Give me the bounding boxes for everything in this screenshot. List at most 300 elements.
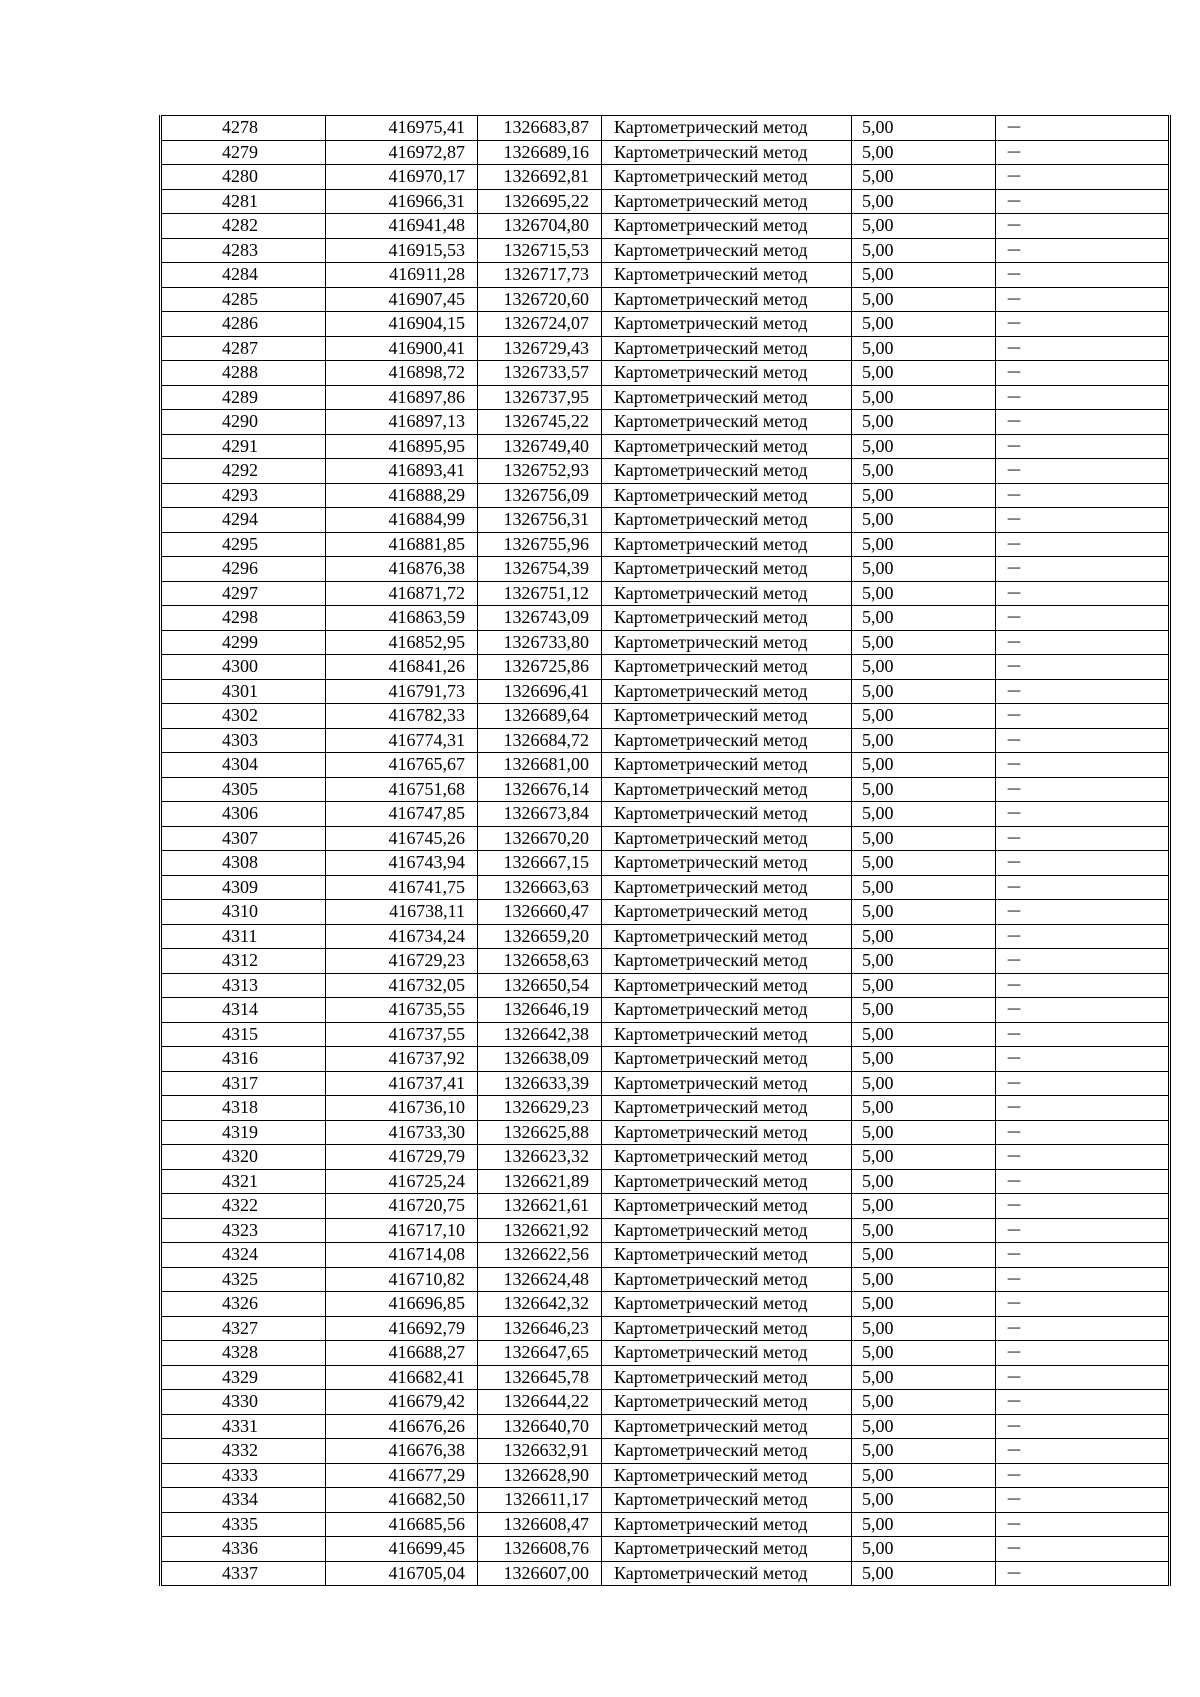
x-coordinate-cell: 416893,41 bbox=[326, 459, 478, 484]
x-coordinate-cell: 416720,75 bbox=[326, 1194, 478, 1219]
point-number-cell: 4308 bbox=[161, 851, 326, 876]
table-row bbox=[161, 1292, 1170, 1317]
y-coordinate-cell: 1326745,22 bbox=[478, 410, 602, 435]
table-row bbox=[161, 1561, 1170, 1586]
accuracy-cell: 5,00 bbox=[852, 189, 996, 214]
description-cell: — bbox=[996, 336, 1170, 361]
x-coordinate-cell: 416743,94 bbox=[326, 851, 478, 876]
x-coordinate-cell: 416765,67 bbox=[326, 753, 478, 778]
point-number-cell: 4283 bbox=[161, 238, 326, 263]
method-cell: Картометрический метод bbox=[602, 704, 852, 729]
point-number-cell: 4330 bbox=[161, 1390, 326, 1415]
method-cell: Картометрический метод bbox=[602, 532, 852, 557]
table-row bbox=[161, 973, 1170, 998]
accuracy-cell: 5,00 bbox=[852, 728, 996, 753]
description-cell: — bbox=[996, 606, 1170, 631]
method-cell: Картометрический метод bbox=[602, 459, 852, 484]
y-coordinate-cell: 1326704,80 bbox=[478, 214, 602, 239]
description-cell: — bbox=[996, 875, 1170, 900]
y-coordinate-cell: 1326673,84 bbox=[478, 802, 602, 827]
description-cell: — bbox=[996, 116, 1170, 141]
y-coordinate-cell: 1326628,90 bbox=[478, 1463, 602, 1488]
y-coordinate-cell: 1326751,12 bbox=[478, 581, 602, 606]
x-coordinate-cell: 416733,30 bbox=[326, 1120, 478, 1145]
point-number-cell: 4303 bbox=[161, 728, 326, 753]
x-coordinate-cell: 416735,55 bbox=[326, 998, 478, 1023]
method-cell: Картометрический метод bbox=[602, 777, 852, 802]
x-coordinate-cell: 416863,59 bbox=[326, 606, 478, 631]
accuracy-cell: 5,00 bbox=[852, 532, 996, 557]
description-cell: — bbox=[996, 1390, 1170, 1415]
point-number-cell: 4301 bbox=[161, 679, 326, 704]
point-number-cell: 4332 bbox=[161, 1439, 326, 1464]
description-cell: — bbox=[996, 287, 1170, 312]
accuracy-cell: 5,00 bbox=[852, 630, 996, 655]
point-number-cell: 4313 bbox=[161, 973, 326, 998]
accuracy-cell: 5,00 bbox=[852, 483, 996, 508]
x-coordinate-cell: 416714,08 bbox=[326, 1243, 478, 1268]
accuracy-cell: 5,00 bbox=[852, 802, 996, 827]
accuracy-cell: 5,00 bbox=[852, 1488, 996, 1513]
y-coordinate-cell: 1326621,92 bbox=[478, 1218, 602, 1243]
x-coordinate-cell: 416897,86 bbox=[326, 385, 478, 410]
description-cell: — bbox=[996, 1047, 1170, 1072]
method-cell: Картометрический метод bbox=[602, 949, 852, 974]
method-cell: Картометрический метод bbox=[602, 116, 852, 141]
table-row bbox=[161, 1169, 1170, 1194]
method-cell: Картометрический метод bbox=[602, 557, 852, 582]
x-coordinate-cell: 416911,28 bbox=[326, 263, 478, 288]
accuracy-cell: 5,00 bbox=[852, 434, 996, 459]
table-row bbox=[161, 1218, 1170, 1243]
method-cell: Картометрический метод bbox=[602, 287, 852, 312]
point-number-cell: 4278 bbox=[161, 116, 326, 141]
y-coordinate-cell: 1326622,56 bbox=[478, 1243, 602, 1268]
accuracy-cell: 5,00 bbox=[852, 459, 996, 484]
point-number-cell: 4298 bbox=[161, 606, 326, 631]
method-cell: Картометрический метод bbox=[602, 1390, 852, 1415]
point-number-cell: 4336 bbox=[161, 1537, 326, 1562]
point-number-cell: 4325 bbox=[161, 1267, 326, 1292]
description-cell: — bbox=[996, 1243, 1170, 1268]
accuracy-cell: 5,00 bbox=[852, 1512, 996, 1537]
y-coordinate-cell: 1326646,19 bbox=[478, 998, 602, 1023]
point-number-cell: 4315 bbox=[161, 1022, 326, 1047]
x-coordinate-cell: 416904,15 bbox=[326, 312, 478, 337]
accuracy-cell: 5,00 bbox=[852, 1537, 996, 1562]
description-cell: — bbox=[996, 532, 1170, 557]
y-coordinate-cell: 1326733,57 bbox=[478, 361, 602, 386]
method-cell: Картометрический метод bbox=[602, 1341, 852, 1366]
table-row bbox=[161, 385, 1170, 410]
x-coordinate-cell: 416734,24 bbox=[326, 924, 478, 949]
y-coordinate-cell: 1326642,38 bbox=[478, 1022, 602, 1047]
point-number-cell: 4326 bbox=[161, 1292, 326, 1317]
x-coordinate-cell: 416729,79 bbox=[326, 1145, 478, 1170]
y-coordinate-cell: 1326660,47 bbox=[478, 900, 602, 925]
coordinates-table bbox=[159, 115, 1171, 1586]
y-coordinate-cell: 1326717,73 bbox=[478, 263, 602, 288]
y-coordinate-cell: 1326647,65 bbox=[478, 1341, 602, 1366]
accuracy-cell: 5,00 bbox=[852, 1267, 996, 1292]
y-coordinate-cell: 1326689,64 bbox=[478, 704, 602, 729]
description-cell: — bbox=[996, 1561, 1170, 1586]
accuracy-cell: 5,00 bbox=[852, 851, 996, 876]
description-cell: — bbox=[996, 630, 1170, 655]
point-number-cell: 4311 bbox=[161, 924, 326, 949]
table-body bbox=[161, 116, 1170, 1586]
accuracy-cell: 5,00 bbox=[852, 1096, 996, 1121]
point-number-cell: 4323 bbox=[161, 1218, 326, 1243]
y-coordinate-cell: 1326681,00 bbox=[478, 753, 602, 778]
table-row bbox=[161, 483, 1170, 508]
table-row bbox=[161, 606, 1170, 631]
description-cell: — bbox=[996, 263, 1170, 288]
table-row bbox=[161, 777, 1170, 802]
method-cell: Картометрический метод bbox=[602, 189, 852, 214]
description-cell: — bbox=[996, 826, 1170, 851]
description-cell: — bbox=[996, 1194, 1170, 1219]
accuracy-cell: 5,00 bbox=[852, 238, 996, 263]
accuracy-cell: 5,00 bbox=[852, 287, 996, 312]
x-coordinate-cell: 416737,92 bbox=[326, 1047, 478, 1072]
x-coordinate-cell: 416900,41 bbox=[326, 336, 478, 361]
method-cell: Картометрический метод bbox=[602, 312, 852, 337]
method-cell: Картометрический метод bbox=[602, 1022, 852, 1047]
method-cell: Картометрический метод bbox=[602, 1096, 852, 1121]
x-coordinate-cell: 416747,85 bbox=[326, 802, 478, 827]
point-number-cell: 4320 bbox=[161, 1145, 326, 1170]
table-row bbox=[161, 581, 1170, 606]
method-cell: Картометрический метод bbox=[602, 1316, 852, 1341]
method-cell: Картометрический метод bbox=[602, 679, 852, 704]
table-row bbox=[161, 630, 1170, 655]
description-cell: — bbox=[996, 238, 1170, 263]
table-row bbox=[161, 998, 1170, 1023]
y-coordinate-cell: 1326692,81 bbox=[478, 165, 602, 190]
y-coordinate-cell: 1326689,16 bbox=[478, 140, 602, 165]
table-row bbox=[161, 655, 1170, 680]
table-row bbox=[161, 1071, 1170, 1096]
table-row bbox=[161, 1194, 1170, 1219]
x-coordinate-cell: 416897,13 bbox=[326, 410, 478, 435]
y-coordinate-cell: 1326720,60 bbox=[478, 287, 602, 312]
x-coordinate-cell: 416682,50 bbox=[326, 1488, 478, 1513]
accuracy-cell: 5,00 bbox=[852, 410, 996, 435]
x-coordinate-cell: 416677,29 bbox=[326, 1463, 478, 1488]
description-cell: — bbox=[996, 753, 1170, 778]
y-coordinate-cell: 1326695,22 bbox=[478, 189, 602, 214]
table-row bbox=[161, 1390, 1170, 1415]
x-coordinate-cell: 416676,38 bbox=[326, 1439, 478, 1464]
accuracy-cell: 5,00 bbox=[852, 1292, 996, 1317]
accuracy-cell: 5,00 bbox=[852, 777, 996, 802]
description-cell: — bbox=[996, 434, 1170, 459]
point-number-cell: 4334 bbox=[161, 1488, 326, 1513]
table-row bbox=[161, 1463, 1170, 1488]
point-number-cell: 4291 bbox=[161, 434, 326, 459]
y-coordinate-cell: 1326621,89 bbox=[478, 1169, 602, 1194]
description-cell: — bbox=[996, 581, 1170, 606]
accuracy-cell: 5,00 bbox=[852, 1047, 996, 1072]
point-number-cell: 4307 bbox=[161, 826, 326, 851]
accuracy-cell: 5,00 bbox=[852, 165, 996, 190]
method-cell: Картометрический метод bbox=[602, 1292, 852, 1317]
point-number-cell: 4286 bbox=[161, 312, 326, 337]
y-coordinate-cell: 1326638,09 bbox=[478, 1047, 602, 1072]
table-row bbox=[161, 1243, 1170, 1268]
description-cell: — bbox=[996, 973, 1170, 998]
method-cell: Картометрический метод bbox=[602, 973, 852, 998]
method-cell: Картометрический метод bbox=[602, 900, 852, 925]
accuracy-cell: 5,00 bbox=[852, 949, 996, 974]
y-coordinate-cell: 1326629,23 bbox=[478, 1096, 602, 1121]
description-cell: — bbox=[996, 410, 1170, 435]
method-cell: Картометрический метод bbox=[602, 1267, 852, 1292]
accuracy-cell: 5,00 bbox=[852, 581, 996, 606]
table-row bbox=[161, 336, 1170, 361]
accuracy-cell: 5,00 bbox=[852, 385, 996, 410]
table-row bbox=[161, 238, 1170, 263]
point-number-cell: 4306 bbox=[161, 802, 326, 827]
y-coordinate-cell: 1326621,61 bbox=[478, 1194, 602, 1219]
y-coordinate-cell: 1326737,95 bbox=[478, 385, 602, 410]
table-row bbox=[161, 214, 1170, 239]
y-coordinate-cell: 1326659,20 bbox=[478, 924, 602, 949]
description-cell: — bbox=[996, 704, 1170, 729]
table-row bbox=[161, 875, 1170, 900]
description-cell: — bbox=[996, 1439, 1170, 1464]
method-cell: Картометрический метод bbox=[602, 410, 852, 435]
point-number-cell: 4318 bbox=[161, 1096, 326, 1121]
point-number-cell: 4279 bbox=[161, 140, 326, 165]
x-coordinate-cell: 416841,26 bbox=[326, 655, 478, 680]
accuracy-cell: 5,00 bbox=[852, 1071, 996, 1096]
x-coordinate-cell: 416696,85 bbox=[326, 1292, 478, 1317]
description-cell: — bbox=[996, 557, 1170, 582]
y-coordinate-cell: 1326608,76 bbox=[478, 1537, 602, 1562]
description-cell: — bbox=[996, 1341, 1170, 1366]
method-cell: Картометрический метод bbox=[602, 263, 852, 288]
x-coordinate-cell: 416791,73 bbox=[326, 679, 478, 704]
y-coordinate-cell: 1326625,88 bbox=[478, 1120, 602, 1145]
accuracy-cell: 5,00 bbox=[852, 508, 996, 533]
accuracy-cell: 5,00 bbox=[852, 140, 996, 165]
table-row bbox=[161, 1512, 1170, 1537]
description-cell: — bbox=[996, 949, 1170, 974]
y-coordinate-cell: 1326754,39 bbox=[478, 557, 602, 582]
y-coordinate-cell: 1326645,78 bbox=[478, 1365, 602, 1390]
description-cell: — bbox=[996, 777, 1170, 802]
x-coordinate-cell: 416881,85 bbox=[326, 532, 478, 557]
method-cell: Картометрический метод bbox=[602, 1463, 852, 1488]
x-coordinate-cell: 416729,23 bbox=[326, 949, 478, 974]
y-coordinate-cell: 1326633,39 bbox=[478, 1071, 602, 1096]
point-number-cell: 4324 bbox=[161, 1243, 326, 1268]
accuracy-cell: 5,00 bbox=[852, 116, 996, 141]
point-number-cell: 4300 bbox=[161, 655, 326, 680]
table-row bbox=[161, 1022, 1170, 1047]
method-cell: Картометрический метод bbox=[602, 826, 852, 851]
point-number-cell: 4322 bbox=[161, 1194, 326, 1219]
x-coordinate-cell: 416688,27 bbox=[326, 1341, 478, 1366]
x-coordinate-cell: 416679,42 bbox=[326, 1390, 478, 1415]
accuracy-cell: 5,00 bbox=[852, 875, 996, 900]
table-row bbox=[161, 1316, 1170, 1341]
accuracy-cell: 5,00 bbox=[852, 1390, 996, 1415]
method-cell: Картометрический метод bbox=[602, 1439, 852, 1464]
x-coordinate-cell: 416682,41 bbox=[326, 1365, 478, 1390]
method-cell: Картометрический метод bbox=[602, 728, 852, 753]
method-cell: Картометрический метод bbox=[602, 508, 852, 533]
accuracy-cell: 5,00 bbox=[852, 1341, 996, 1366]
x-coordinate-cell: 416941,48 bbox=[326, 214, 478, 239]
accuracy-cell: 5,00 bbox=[852, 900, 996, 925]
x-coordinate-cell: 416876,38 bbox=[326, 557, 478, 582]
description-cell: — bbox=[996, 679, 1170, 704]
accuracy-cell: 5,00 bbox=[852, 655, 996, 680]
table-row bbox=[161, 753, 1170, 778]
table-row bbox=[161, 1120, 1170, 1145]
y-coordinate-cell: 1326623,32 bbox=[478, 1145, 602, 1170]
point-number-cell: 4296 bbox=[161, 557, 326, 582]
description-cell: — bbox=[996, 851, 1170, 876]
method-cell: Картометрический метод bbox=[602, 851, 852, 876]
x-coordinate-cell: 416871,72 bbox=[326, 581, 478, 606]
point-number-cell: 4288 bbox=[161, 361, 326, 386]
y-coordinate-cell: 1326684,72 bbox=[478, 728, 602, 753]
y-coordinate-cell: 1326733,80 bbox=[478, 630, 602, 655]
accuracy-cell: 5,00 bbox=[852, 361, 996, 386]
accuracy-cell: 5,00 bbox=[852, 1365, 996, 1390]
point-number-cell: 4328 bbox=[161, 1341, 326, 1366]
method-cell: Картометрический метод bbox=[602, 924, 852, 949]
point-number-cell: 4316 bbox=[161, 1047, 326, 1072]
x-coordinate-cell: 416915,53 bbox=[326, 238, 478, 263]
method-cell: Картометрический метод bbox=[602, 802, 852, 827]
y-coordinate-cell: 1326729,43 bbox=[478, 336, 602, 361]
point-number-cell: 4299 bbox=[161, 630, 326, 655]
accuracy-cell: 5,00 bbox=[852, 1120, 996, 1145]
accuracy-cell: 5,00 bbox=[852, 1463, 996, 1488]
point-number-cell: 4304 bbox=[161, 753, 326, 778]
x-coordinate-cell: 416738,11 bbox=[326, 900, 478, 925]
description-cell: — bbox=[996, 385, 1170, 410]
x-coordinate-cell: 416705,04 bbox=[326, 1561, 478, 1586]
x-coordinate-cell: 416895,95 bbox=[326, 434, 478, 459]
point-number-cell: 4287 bbox=[161, 336, 326, 361]
table-row bbox=[161, 900, 1170, 925]
description-cell: — bbox=[996, 312, 1170, 337]
point-number-cell: 4280 bbox=[161, 165, 326, 190]
table-row bbox=[161, 1488, 1170, 1513]
method-cell: Картометрический метод bbox=[602, 483, 852, 508]
x-coordinate-cell: 416732,05 bbox=[326, 973, 478, 998]
y-coordinate-cell: 1326658,63 bbox=[478, 949, 602, 974]
description-cell: — bbox=[996, 728, 1170, 753]
x-coordinate-cell: 416852,95 bbox=[326, 630, 478, 655]
table-row bbox=[161, 1414, 1170, 1439]
y-coordinate-cell: 1326646,23 bbox=[478, 1316, 602, 1341]
accuracy-cell: 5,00 bbox=[852, 557, 996, 582]
description-cell: — bbox=[996, 1022, 1170, 1047]
point-number-cell: 4302 bbox=[161, 704, 326, 729]
point-number-cell: 4321 bbox=[161, 1169, 326, 1194]
method-cell: Картометрический метод bbox=[602, 336, 852, 361]
x-coordinate-cell: 416774,31 bbox=[326, 728, 478, 753]
x-coordinate-cell: 416907,45 bbox=[326, 287, 478, 312]
point-number-cell: 4317 bbox=[161, 1071, 326, 1096]
point-number-cell: 4282 bbox=[161, 214, 326, 239]
y-coordinate-cell: 1326632,91 bbox=[478, 1439, 602, 1464]
y-coordinate-cell: 1326756,09 bbox=[478, 483, 602, 508]
accuracy-cell: 5,00 bbox=[852, 1169, 996, 1194]
y-coordinate-cell: 1326752,93 bbox=[478, 459, 602, 484]
accuracy-cell: 5,00 bbox=[852, 336, 996, 361]
description-cell: — bbox=[996, 140, 1170, 165]
description-cell: — bbox=[996, 1365, 1170, 1390]
method-cell: Картометрический метод bbox=[602, 140, 852, 165]
x-coordinate-cell: 416676,26 bbox=[326, 1414, 478, 1439]
table-row bbox=[161, 434, 1170, 459]
method-cell: Картометрический метод bbox=[602, 1218, 852, 1243]
x-coordinate-cell: 416884,99 bbox=[326, 508, 478, 533]
x-coordinate-cell: 416966,31 bbox=[326, 189, 478, 214]
description-cell: — bbox=[996, 1071, 1170, 1096]
y-coordinate-cell: 1326743,09 bbox=[478, 606, 602, 631]
method-cell: Картометрический метод bbox=[602, 1537, 852, 1562]
description-cell: — bbox=[996, 1292, 1170, 1317]
table-row bbox=[161, 263, 1170, 288]
table-row bbox=[161, 1145, 1170, 1170]
table-row bbox=[161, 165, 1170, 190]
y-coordinate-cell: 1326715,53 bbox=[478, 238, 602, 263]
method-cell: Картометрический метод bbox=[602, 434, 852, 459]
description-cell: — bbox=[996, 1120, 1170, 1145]
description-cell: — bbox=[996, 924, 1170, 949]
description-cell: — bbox=[996, 900, 1170, 925]
method-cell: Картометрический метод bbox=[602, 1365, 852, 1390]
point-number-cell: 4312 bbox=[161, 949, 326, 974]
accuracy-cell: 5,00 bbox=[852, 973, 996, 998]
description-cell: — bbox=[996, 1463, 1170, 1488]
x-coordinate-cell: 416737,41 bbox=[326, 1071, 478, 1096]
point-number-cell: 4294 bbox=[161, 508, 326, 533]
point-number-cell: 4284 bbox=[161, 263, 326, 288]
accuracy-cell: 5,00 bbox=[852, 263, 996, 288]
accuracy-cell: 5,00 bbox=[852, 312, 996, 337]
x-coordinate-cell: 416751,68 bbox=[326, 777, 478, 802]
table-row bbox=[161, 410, 1170, 435]
description-cell: — bbox=[996, 802, 1170, 827]
point-number-cell: 4295 bbox=[161, 532, 326, 557]
method-cell: Картометрический метод bbox=[602, 998, 852, 1023]
table-row bbox=[161, 532, 1170, 557]
accuracy-cell: 5,00 bbox=[852, 679, 996, 704]
table-row bbox=[161, 826, 1170, 851]
point-number-cell: 4289 bbox=[161, 385, 326, 410]
x-coordinate-cell: 416717,10 bbox=[326, 1218, 478, 1243]
y-coordinate-cell: 1326676,14 bbox=[478, 777, 602, 802]
y-coordinate-cell: 1326696,41 bbox=[478, 679, 602, 704]
table-row bbox=[161, 1267, 1170, 1292]
point-number-cell: 4309 bbox=[161, 875, 326, 900]
table-row bbox=[161, 361, 1170, 386]
table-row bbox=[161, 851, 1170, 876]
accuracy-cell: 5,00 bbox=[852, 1218, 996, 1243]
x-coordinate-cell: 416685,56 bbox=[326, 1512, 478, 1537]
accuracy-cell: 5,00 bbox=[852, 1414, 996, 1439]
